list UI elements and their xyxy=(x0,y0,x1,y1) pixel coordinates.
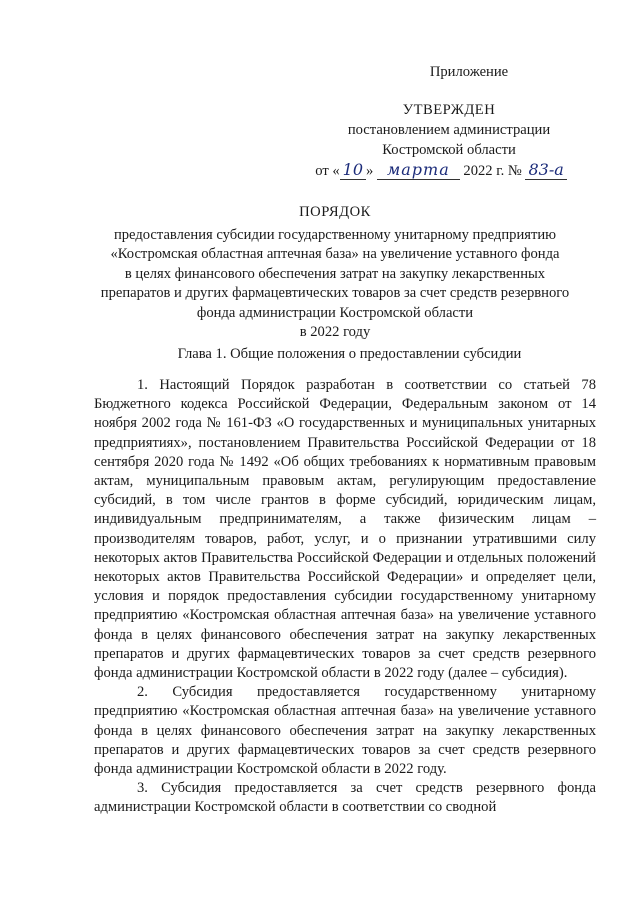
document-title-block xyxy=(70,203,600,343)
paragraph-2: 2. Субсидия предоставляется государственному унитарному предприятию «Костромская областная аптечная база» на увеличение уставного фонда в целях финансового обеспечения затрат на закупку лекарственных препаратов и других фармацевтических товаров за счет средств резервного фонда администрации Костромской области в 2022 году. xyxy=(94,684,596,778)
date-mid: » xyxy=(366,163,374,179)
title-line: предоставления субсидии государственному унитарному предприятию xyxy=(113,226,557,243)
chapter-heading xyxy=(0,346,639,363)
document-title: ПОРЯДОК xyxy=(299,204,371,220)
title-line: «Костромская областная аптечная база» на увеличение уставного фонда xyxy=(110,246,560,262)
approved-stamp: УТВЕРЖДЕН xyxy=(402,102,496,118)
paragraph-3: 3. Субсидия предоставляется за счет средств резервного фонда администрации Костромской области в соответствии со сводной xyxy=(94,780,596,816)
title-line: препаратов и других фармацевтических товаров за счет средств резервного xyxy=(100,285,570,301)
title-line: в целях финансового обеспечения затрат на закупку лекарственных xyxy=(124,265,546,282)
chapter-heading-text: Глава 1. Общие положения о предоставлении субсидии xyxy=(177,346,522,362)
approved-by-line-1: постановлением администрации xyxy=(347,122,551,138)
date-prefix: от « xyxy=(315,163,340,179)
date-year: 2022 г. № xyxy=(463,163,522,179)
approved-by-line-2: Костромской области xyxy=(382,142,516,158)
approval-block xyxy=(315,62,579,181)
document-number-handwritten: 83-а xyxy=(525,160,566,180)
paragraph-1: 1. Настоящий Порядок разработан в соответствии со статьей 78 Бюджетного кодекса Российской Федерации, Федеральным законом от 14 ноября 2002 года № 161-ФЗ «О государственных и муниципальных унитарных предприятиях», постановлением Правительства Российской Федерации от 18 сентября 2020 года № 1492 «Об общих требованиях к нормативным правовым актам, муниципальным правовым актам, регулирующим предоставление субсидий, в том числе грантов в форме субсидий, юридическим лицам, индивидуальным предпринимателям, а также физическим лицам – производителям товаров, работ, услуг, и о признании утратившими силу некоторых актов Правительства Российской Федерации и отдельных положений некоторых актов Правительства Российской Федерации» и определяет цели, условия и порядок предоставления субсидии государственному унитарному предприятию «Костромская областная аптечная база» на увеличение уставного фонда в целях финансового обеспечения затрат на закупку лекарственных препаратов и других фармацевтических товаров за счет средств резервного фонда администрации Костромской области в 2022 году (далее – субсидия). xyxy=(94,377,596,682)
date-day-handwritten: 10 xyxy=(340,160,366,180)
date-month-handwritten: марта xyxy=(377,160,460,180)
approval-date-line xyxy=(303,160,579,181)
annex-label: Приложение xyxy=(429,64,509,80)
document-body xyxy=(94,376,596,818)
title-line: в 2022 году xyxy=(299,324,371,340)
title-line: фонда администрации Костромской области xyxy=(196,304,474,321)
